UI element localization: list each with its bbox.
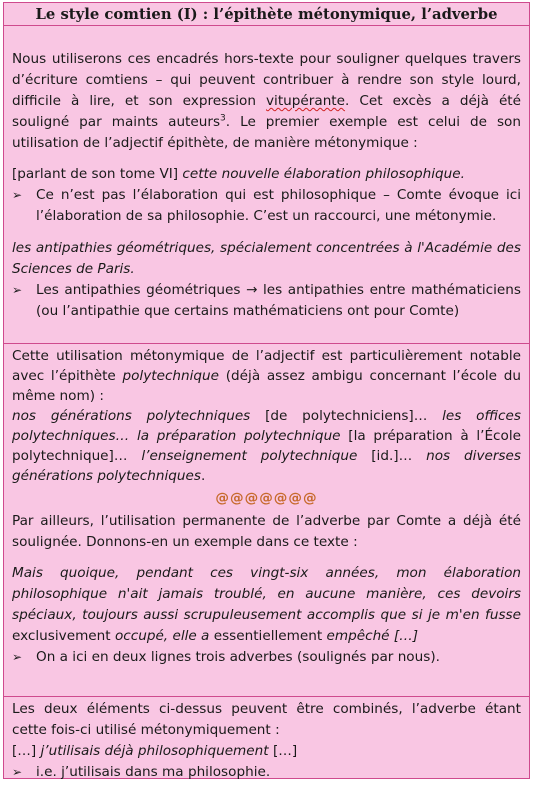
bullet-3: ➢ On a ici en deux lignes trois adverbes (soulignés par nous). <box>12 647 521 668</box>
adverb-paragraph: Par ailleurs, l’utilisation permanente de l’adverbe par Comte a déjà été soulignée. Donnons-en un exemple dans ce texte : <box>12 513 521 550</box>
bullet-2: ➢ Les antipathies géométriques → les antipathies entre mathématiciens (ou l’antipathie que certains mathématiciens ont pour Comte) <box>12 280 521 322</box>
intro-paragraph: Nous utiliserons ces encadrés hors-texte pour souligner quelques travers d’écriture comtiens – qui peuvent contribuer à rendre son style lourd, difficile à lire, et son expression vitupérante. Cet excès a déjà été souligné par maints auteurs$^3$. Le premier exemple est celui de son utilisation de l’adjectif épithète, de manière métonymique : <box>12 51 521 151</box>
sec3-paragraph: Les deux éléments ci-dessus peuvent être combinés, l’adverbe étant cette fois-ci utilisé métonymiquement : […] j’utilisais déjà philosophiquement […] <box>12 701 521 759</box>
section-2 <box>4 346 529 696</box>
example-1: [parlant de son tome VI] cette nouvelle élaboration philosophique. <box>12 166 465 182</box>
spelling-flag: vitupérante <box>266 93 346 109</box>
bullet-arrow-icon: ➢ <box>12 650 23 664</box>
footnote-ref: 3 <box>220 113 226 124</box>
box-title: Le style comtien (I) : l’épithète métonymique, l’adverbe <box>4 3 529 26</box>
example-2: les antipathies géométriques, spécialement concentrées à l'Académie des Sciences de Paris. <box>12 240 521 277</box>
section-1 <box>4 3 529 343</box>
bullet-arrow-icon: ➢ <box>12 765 23 779</box>
bullet-arrow-icon: ➢ <box>12 283 23 297</box>
sec2-paragraph: Cette utilisation métonymique de l’adjectif est particulièrement notable avec l’épithète polytechnique (déjà assez ambigu concernant l’école du même nom) : nos générations polytechniques [de polytechniciens]… les offices polytechniques… la préparation polytechnique [la préparation à l’École polytechnique]… l’enseignement polytechnique [id.]… nos diverses générations polytechniques. <box>12 348 521 484</box>
section-3 <box>4 699 529 779</box>
quote-paragraph: Mais quoique, pendant ces vingt-six années, mon élaboration philosophique n'ait jamais troublé, en aucune manière, ces devoirs spéciaux, toujours aussi scrupuleusement accomplis que si je m'en fusse exclusivement occupé, elle a essentiellement empêché […] <box>12 565 521 644</box>
divider <box>4 343 529 344</box>
text-box <box>3 2 530 779</box>
bullet-4: ➢ i.e. j’utilisais dans ma philosophie. <box>12 762 521 783</box>
bullet-1: ➢ Ce n’est pas l’élaboration qui est philosophique – Comte évoque ici l’élaboration de sa philosophie. C’est un raccourci, une métonymie. <box>12 185 521 227</box>
separator-ornament: @@@@@@@ <box>215 490 318 506</box>
divider <box>4 696 529 697</box>
bullet-arrow-icon: ➢ <box>12 188 23 202</box>
